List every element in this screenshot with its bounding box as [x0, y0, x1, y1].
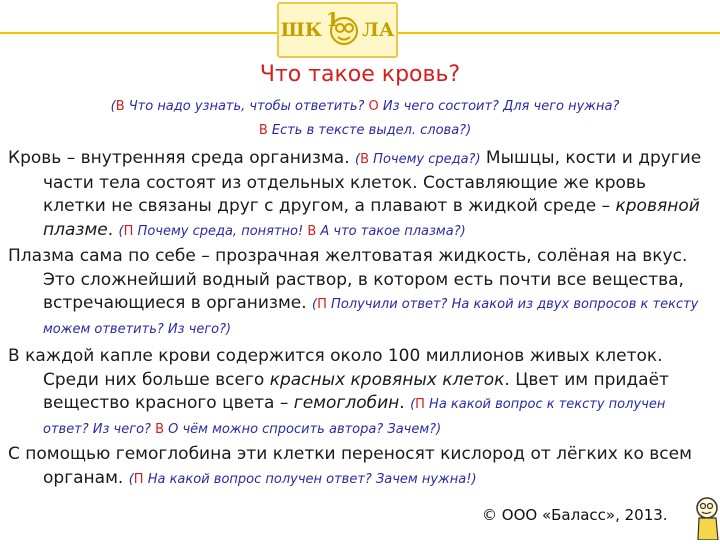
- paragraph-blood: Кровь – внутренняя среда организма. (В Почему среда?) Мышцы, кости и другие части тела состоят из отдельных клеток. Составляющие же кровь клетки не связаны друг с другом, а плавают в жидкой среде – кровяной плазме. (П Почему среда, понятно! В А что такое плазма?): [8, 148, 702, 240]
- question-note: (П На какой вопрос получен ответ? Зачем нужна!): [128, 471, 477, 487]
- logo-text-left: ШК: [280, 19, 323, 41]
- term-blood: Кровь: [8, 148, 62, 168]
- copyright-text: © ООО «Баласс», 2013.: [482, 506, 668, 524]
- logo-face-icon: [325, 9, 359, 47]
- paragraph-oxygen: С помощью гемоглобина эти клетки переносят кислород от лёгких ко всем органам. (П На какой вопрос получен ответ? Зачем нужна!): [8, 444, 692, 488]
- marker-o: О: [368, 99, 379, 114]
- logo-digit: 1: [326, 9, 340, 31]
- term-hemoglobin: гемоглобин: [293, 393, 400, 413]
- term-red-cells: красных кровяных клеток: [269, 369, 505, 390]
- paragraph-plasma: Плазма сама по себе – прозрачная желтоватая жидкость, солёная на вкус. Это сложнейший водный раствор, в котором есть почти все вещества, встречающиеся в организме. (П Получили ответ? На какой из двух вопросов к тексту можем ответить? Из чего?): [8, 246, 699, 337]
- question-note: (В Почему среда?): [355, 152, 481, 167]
- logo-text-right: ЛА: [362, 19, 395, 41]
- page-title: Что такое кровь?: [259, 62, 461, 87]
- marker-v: В: [115, 99, 125, 114]
- term-plasma: кровяной плазме: [43, 196, 700, 240]
- school-logo: [277, 2, 398, 58]
- mascot-icon: [690, 494, 720, 540]
- question-note: (П Почему среда, понятно! В А что такое плазма?): [118, 223, 466, 239]
- subtitle-line-2: В Есть в тексте выдел. слова?): [258, 123, 472, 138]
- marker-v: В: [258, 123, 268, 138]
- question-note: (П Получили ответ? На какой из двух вопросов к тексту можем ответить? Из чего?): [43, 297, 699, 337]
- question-note: (П На какой вопрос к тексту получен ответ? Из чего? В О чём можно спросить автора? Зачем?): [43, 397, 666, 437]
- subtitle-line-1: (В Что надо узнать, чтобы ответить? О Из чего состоит? Для чего нужна?: [110, 99, 620, 114]
- paragraph-cells: В каждой капле крови содержится около 100 миллионов живых клеток. Среди них больше всего красных кровяных клеток. Цвет им придаёт вещество красного цвета – гемоглобин. (П На какой вопрос к тексту получен ответ? Из чего? В О чём можно спросить автора? Зачем?): [8, 346, 669, 437]
